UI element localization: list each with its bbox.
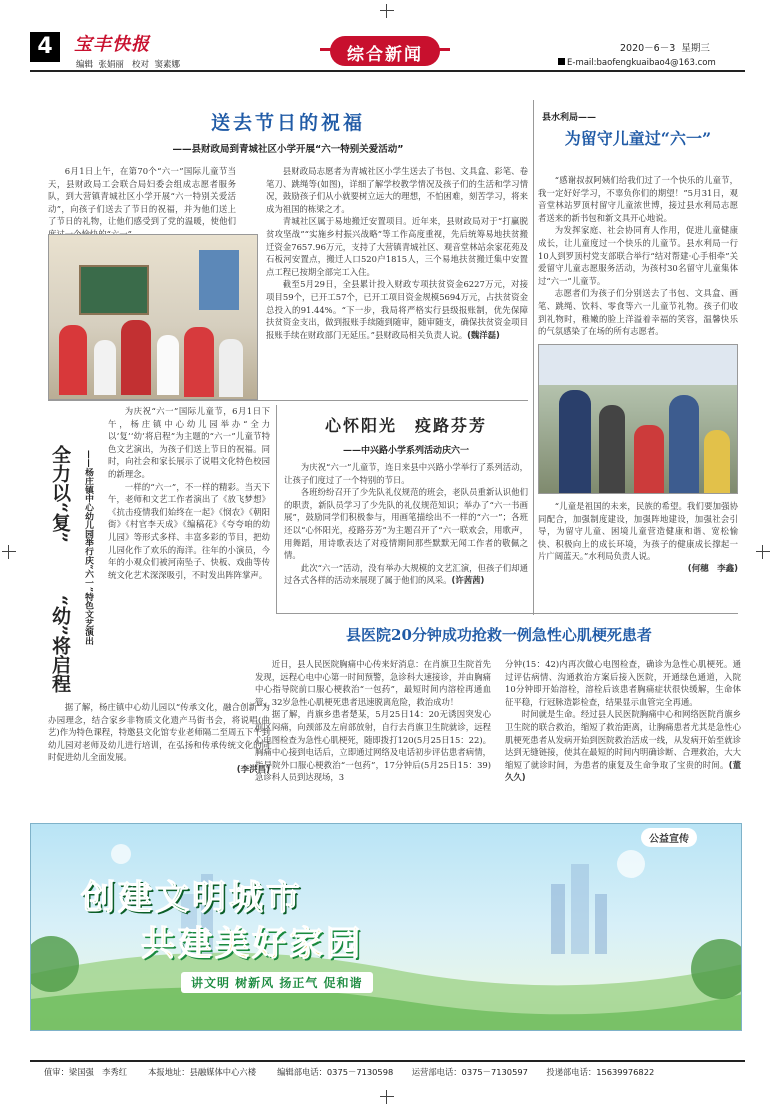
footer xyxy=(30,1060,745,1082)
article-1 xyxy=(48,100,528,400)
article-subtitle: ——县财政局到青城社区小学开展“六一特别关爱活动” xyxy=(172,144,404,155)
author: (魏洋磊) xyxy=(467,329,500,340)
article-photo xyxy=(48,234,258,400)
article-body: 据了解，杨庄镇中心幼儿园以“传承文化，融合创新”为办园理念，结合家乡非物质文化遗产马街书会，将说唱(曲艺)作为特色课程，特邀县文化馆专业老师隔二至周五下午到幼儿园对老师及幼儿进行培训，在弘扬和传承传统文化的同时促进幼儿全面发展。 (李洪昌) xyxy=(48,702,270,775)
article-title: “幼”将启程 xyxy=(49,595,71,693)
article-body: 近日，县人民医院胸痛中心传来好消息：在肖旗卫生院首先发现，远程心电中心第一时间预警，急诊科大速接诊，并由胸痛中心指导院前口服心梗救治“一包药”，最短时间内溶栓再通血管，32岁急性心肌梗死患者迅速脱离危险，救治成功！ 据了解，肖旗乡患者楚某，5月25日14：20无诱因突发心前区闷痛，向颈部及左肩部放射，自行去肖旗卫生院就诊，远程心电图检查为急性心肌梗死，随即拨打120(5月25日15：22)。胸痛中心接到电话后，立即通过网络及电话初步评估患者病情，指导院外口服心梗救治“一包药”，17分钟后(5月25日15：39)急诊科人员到达现场，3 xyxy=(255,659,491,783)
author: (李洪昌) xyxy=(236,764,270,775)
ad-tag: 公益宣传 xyxy=(641,828,697,847)
article-subtitle: ——杨庄镇中心幼儿园举行庆“六一”特色文艺演出 xyxy=(83,450,93,645)
article-2 xyxy=(538,104,738,614)
article-title: 送去节日的祝福 xyxy=(210,112,365,134)
registration-mark xyxy=(756,545,770,559)
article-body: 为庆祝“六一”国际儿童节，6月1日下午，杨庄镇中心幼儿园举办“全力以‘复’‘幼’将启程”为主题的“六一”儿童节特色文艺演出，为孩子们送上节日的祝福。同时，向社会和家长展示了说唱文化特色校园的新理念。 一样的“六一”，不一样的精彩。当天下午，老师和文艺工作者演出了《放飞梦想》《抗击疫情我们始终在一起》《悯农》《朝阳街》《村官李天成》《编稿花》《夸夸咱的幼儿园》等形式多样、丰富多彩的节目，把幼儿园化作了欢乐的海洋。往年的小演员，今年的小观众们被河南坠子、快板、戏曲等传统文化艺术深深吸引，不时发出阵阵掌声。 xyxy=(108,406,270,580)
ad-slogan: 讲文明 树新风 扬正气 促和谐 xyxy=(181,972,373,993)
article-body: 县财政局志愿者为青城社区小学生送去了书包、文具盒、彩笔、卷笔刀、跳绳等(如图)，详细了解学校教学情况及孩子们的生活和学习情况，鼓励孩子们从小就要树立远大的理想，不怕困难，刻苦学习，将来成为祖国的栋梁之才。 青城社区属于易地搬迁安置项目。近年来，县财政局对于“打赢脱贫攻坚战”“实施乡村振兴战略”等工作高度重视，先后统筹易地扶贫搬迁资金7657.96万元，支持了大营镇青城社区、观音堂林站余家花苑及石板河安置点，搬迁人口520户1815人，三个易地扶贫搬迁集中安置点工程已按期全部完工入住。 截至5月29日，全县累计投入财政专项扶贫资金6227万元，对接项目59个，已开工57个，已开工项目资金规模5694万元，占扶贫资金总投入的91.44%。“下一步，我局将严格实行县级报账制，优先保障扶贫资金支出，做到报账手续随到随审，随审随支，确保扶贫资金项目报账手续在财政部门无延压。”县财政局相关负责人说。(魏洋磊) xyxy=(266,166,528,340)
article-title: 为留守儿童过“六一” xyxy=(564,129,712,148)
masthead xyxy=(30,30,745,80)
section-logo xyxy=(320,30,450,70)
article-subtitle: ——中兴路小学系列活动庆六一 xyxy=(342,446,469,456)
divider xyxy=(48,400,528,401)
article-body: “儿童是祖国的未来，民族的希望。我们要加强协同配合，加强制度建设，加强阵地建设，加强社会引导，为留守儿童、困境儿童营造健康和谐、宽松愉快、积极向上的成长环境，为孩子的健康成长撑起一片广阔蓝天。”水利局负责人说。 (何穗 李鑫) xyxy=(538,501,738,574)
article-body: 分钟(15：42)内再次做心电图检查，确诊为急性心肌梗死。通过评估病情、沟通救治方案后接入医院，开通绿色通道，入院10分钟即开始溶栓，溶栓后该患者胸痛症状很快缓解，生命体征平稳，行冠脉造影检查，结果显示血管完全再通。 时间就是生命。经过县人民医院胸痛中心和网络医院肖旗乡卫生院的联合救治，缩短了救治距离，让胸痛患者尤其是急性心肌梗死患者从发病开始到医院救治活成一线，从发病开始至就诊达到无缝链接，使其在最短的时间内明确诊断、合理救治，大大缩短了就诊时间，为患者的康复及生命争取了宝贵的时间。(董久久) xyxy=(505,659,742,783)
article-body: 6月1日上午，在第70个“六一”国际儿童节当天，县财政局工会联合局妇委会组成志愿者服务队，到大营镇青城社区小学开展“六一特别关爱活动”，向孩子们送去了节日的祝福，并为他们送上了节日的礼物，让他们感受到了党的温暖，使他们 xyxy=(48,166,236,227)
footer-rule xyxy=(30,1060,745,1062)
article-3 xyxy=(48,405,270,693)
page-number: 4 xyxy=(30,32,60,62)
divider xyxy=(276,405,277,613)
ad-headline: 共建美好家园 xyxy=(141,924,363,964)
email: E-mail:baofengkuaibao4@163.com xyxy=(558,58,716,68)
editor-line: 编辑 张娟丽 校对 窦素娜 xyxy=(76,60,180,70)
registration-mark xyxy=(380,1090,394,1104)
divider xyxy=(533,100,534,615)
article-title: 全力以“复” xyxy=(49,445,71,543)
footer-info: 值审：梁国强 李秀红 本报地址：县融媒体中心六楼 编辑部电话：0375－7130598 运营部电话：0375－7130597 投递部电话：15639976822 xyxy=(44,1067,655,1077)
article-5 xyxy=(255,614,743,809)
paper-name: 宝丰快报 xyxy=(74,34,150,55)
author: (董久久) xyxy=(505,759,742,783)
author: (许茜茜) xyxy=(451,575,485,586)
section-title: 综合新闻 xyxy=(347,45,423,65)
article-kicker: 县水利局—— xyxy=(542,113,597,123)
header-rule xyxy=(30,70,745,72)
article-body: “感谢叔叔阿姨们给我们过了一个快乐的儿童节，我一定好好学习，不辜负你们的期望！”5月31日，观音堂林站罗顶村留守儿童浓世博，接过县水利局志愿者送来的新书包和新文具开心地说。 为发挥家庭、社会协同育人作用，促进儿童健康成长，让儿童度过一个快乐的儿童节。县水利局一行10人到罗顶村党支部联合举行“结对帮建·心手相牵”关爱留守儿童志愿服务活动，为孩村30名留守儿童集体过“六一”儿童节。 志愿者们为孩子们分别送去了书包、文具盒、画笔、跳绳、饮料、零食等六一儿童节礼物。孩子们收到礼物时，稚嫩的脸上洋溢着幸福的笑容，温馨快乐的气氛感染了在场的所有志愿者。 xyxy=(538,175,738,337)
article-body: 为庆祝“六一”儿童节，连日来县中兴路小学举行了系列活动，让孩子们度过了一个特别的节日。 各班纷纷召开了少先队礼仪规范的班会，老队员重新认识他们的职责，新队员学习了少先队的礼仪规范知识；举办了“六一书画展”，鼓励同学们积极参与，用画笔描绘出不一样的“六一”；各班还以“心怀阳光，疫路芬芳”为主题召开了“六一联欢会，用歌声，用舞蹈，用诗歌表达了对疫情期间那些默默无闻工作者的敬佩之情。 此次“六一”活动，没有举办大规模的文艺汇演，但孩子们却通过各式各样的活动来展现了属于他们的风采。(许茜茜) xyxy=(284,462,528,586)
registration-mark xyxy=(2,545,16,559)
article-title: 县医院20分钟成功抢救一例急性心肌梗死患者 xyxy=(346,626,652,644)
article-4 xyxy=(284,405,528,610)
article-photo xyxy=(538,344,738,494)
author: (何穗 李鑫) xyxy=(687,563,738,574)
date: 2020－6－3 星期三 xyxy=(620,43,710,54)
article-title: 心怀阳光 疫路芬芳 xyxy=(324,416,487,435)
public-service-ad xyxy=(30,823,742,1031)
registration-mark xyxy=(380,4,394,18)
ad-headline: 创建文明城市 xyxy=(81,878,303,918)
